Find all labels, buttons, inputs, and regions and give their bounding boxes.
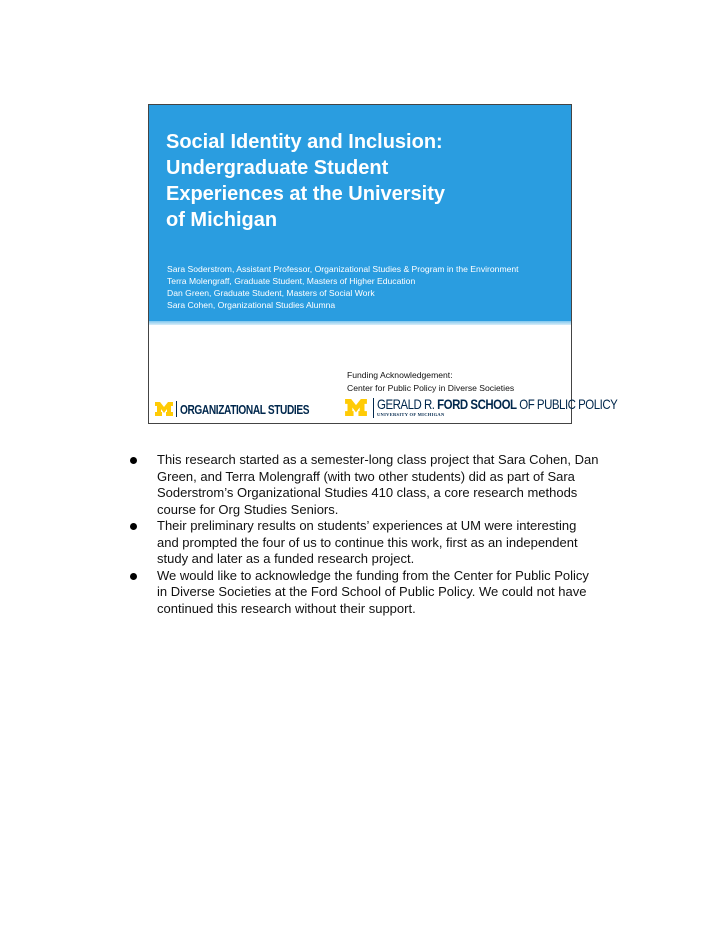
author-line: Sara Soderstrom, Assistant Professor, Organizational Studies & Program in the Environment	[167, 264, 519, 274]
author-list	[167, 263, 567, 311]
ford-school-wordmark	[377, 397, 670, 418]
author-line: Terra Molengraff, Graduate Student, Masters of Higher Education	[167, 276, 416, 286]
note-item: Their preliminary results on students’ experiences at UM were interesting and prompted the four of us to continue this work, first as an independent study and later as a funded research project.	[130, 518, 600, 568]
bullet-icon	[130, 523, 137, 530]
funding-label: Funding Acknowledgement:	[347, 370, 453, 380]
bullet-icon	[130, 457, 137, 464]
speaker-notes	[130, 452, 600, 617]
organizational-studies-logo	[155, 399, 345, 419]
slide-title: Social Identity and Inclusion: Undergraduate Student Experiences at the University of Michigan	[166, 131, 446, 231]
university-name: UNIVERSITY OF MICHIGAN	[377, 412, 445, 417]
bullet-icon	[130, 573, 137, 580]
logo-divider	[176, 401, 177, 417]
ford-school-logo	[345, 397, 670, 421]
funding-acknowledgement	[347, 369, 514, 395]
banner-divider	[149, 321, 571, 325]
note-item: We would like to acknowledge the funding from the Center for Public Policy in Diverse Societies at the Ford School of Public Policy. We could not have continued this research without their support.	[130, 568, 600, 618]
organizational-studies-wordmark: ORGANIZATIONAL STUDIES	[180, 401, 310, 417]
slide-thumbnail	[148, 104, 618, 424]
author-line: Dan Green, Graduate Student, Masters of Social Work	[167, 288, 375, 298]
block-m-icon	[345, 399, 367, 416]
ford-school-name: GERALD R. FORD SCHOOL OF PUBLIC POLICY	[377, 396, 618, 412]
block-m-icon	[155, 402, 173, 416]
funding-org: Center for Public Policy in Diverse Societies	[347, 383, 515, 393]
author-line: Sara Cohen, Organizational Studies Alumna	[167, 300, 336, 310]
logo-divider	[373, 398, 374, 418]
note-item: This research started as a semester-long class project that Sara Cohen, Dan Green, and Terra Molengraff (with two other students) did as part of Sara Soderstrom’s Organizational Studies 410 class, a core research methods course for Org Studies Seniors.	[130, 452, 600, 518]
